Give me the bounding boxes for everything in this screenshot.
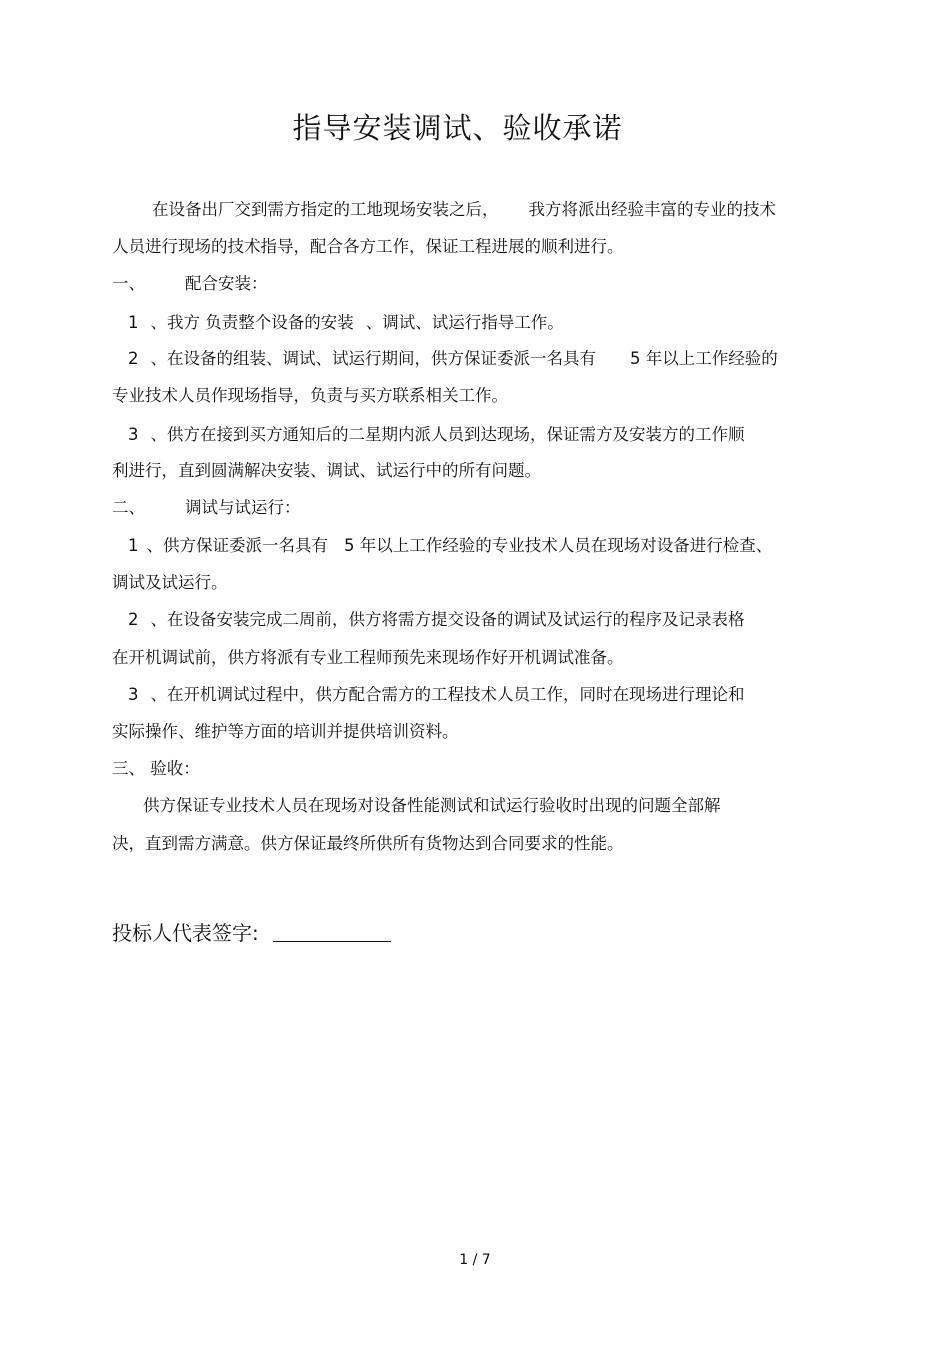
item-text-a: 、供方在接到买方通知后的二星期内派人员到达现场，保证需方及安装方的工作顺 [150, 425, 745, 444]
item-text-a: 、在设备的组装、调试、试运行期间，供方保证委派一名具有 [150, 349, 596, 368]
item-text-a: 、我方 负责整个设备的安装 [150, 313, 354, 332]
section-2-item-3-line-2: 实际操作、维护等方面的培训并提供培训资料。 [112, 722, 459, 741]
item-text-a: 、供方保证委派一名具有 [146, 536, 328, 555]
section-2-title: 调试与试运行： [185, 498, 301, 517]
item-number: 2 [128, 349, 139, 368]
section-2-heading [112, 497, 301, 519]
signature-label: 投标人代表签字: [112, 921, 259, 945]
item-number: 2 [128, 610, 139, 629]
intro-line-2: 人员进行现场的技术指导，配合各方工作，保证工程进展的顺利进行。 [112, 237, 624, 256]
document-title: 指导安装调试、验收承诺 [292, 111, 623, 145]
section-2-item-1 [128, 535, 772, 557]
item-number: 3 [128, 425, 139, 444]
item-text-a: 、在开机调试过程中，供方配合需方的工程技术人员工作，同时在现场进行理论和 [150, 685, 745, 704]
signature-block [112, 918, 391, 948]
section-3-line-1: 供方保证专业技术人员在现场对设备性能测试和试运行验收时出现的问题全部解 [143, 796, 721, 815]
item-text-b: 5 年以上工作经验的 [630, 349, 778, 368]
item-number: 3 [128, 685, 139, 704]
item-text-b: 5 年以上工作经验的专业技术人员在现场对设备进行检查、 [344, 536, 773, 555]
section-2-number: 二、 [112, 498, 145, 517]
intro-text-b: 我方将派出经验丰富的专业的技术 [528, 200, 776, 219]
item-number: 1 [128, 536, 139, 555]
intro-text-a: 在设备出厂交到需方指定的工地现场安装之后， [152, 200, 499, 219]
section-1-item-3-line-2: 利进行，直到圆满解决安装、调试、试运行中的所有问题。 [112, 461, 541, 480]
section-1-heading [112, 273, 268, 295]
item-text-a: 、在设备安装完成二周前，供方将需方提交设备的调试及试运行的程序及记录表格 [150, 610, 745, 629]
section-1-title: 配合安装： [185, 274, 268, 293]
item-number: 1 [128, 313, 139, 332]
section-1-item-1 [128, 312, 564, 334]
section-2-item-2 [128, 609, 745, 631]
section-2-item-2-line-2: 在开机调试前，供方将派有专业工程师预先来现场作好开机调试准备。 [112, 648, 624, 667]
section-2-item-1-line-2: 调试及试运行。 [112, 573, 228, 592]
section-1-item-3 [128, 424, 745, 446]
section-3-line-2: 决，直到需方满意。供方保证最终所供所有货物达到合同要求的性能。 [112, 834, 624, 853]
signature-line [273, 921, 391, 942]
section-1-item-2 [128, 348, 778, 370]
intro-line-1 [152, 199, 776, 221]
section-3-heading: 三、 验收： [112, 759, 200, 778]
section-2-item-3 [128, 684, 745, 706]
page-number: 1 / 7 [459, 1252, 491, 1268]
item-text-b: 、调试、试运行指导工作。 [365, 313, 564, 332]
section-1-number: 一、 [112, 274, 145, 293]
section-1-item-2-line-2: 专业技术人员作现场指导，负责与买方联系相关工作。 [112, 386, 508, 405]
